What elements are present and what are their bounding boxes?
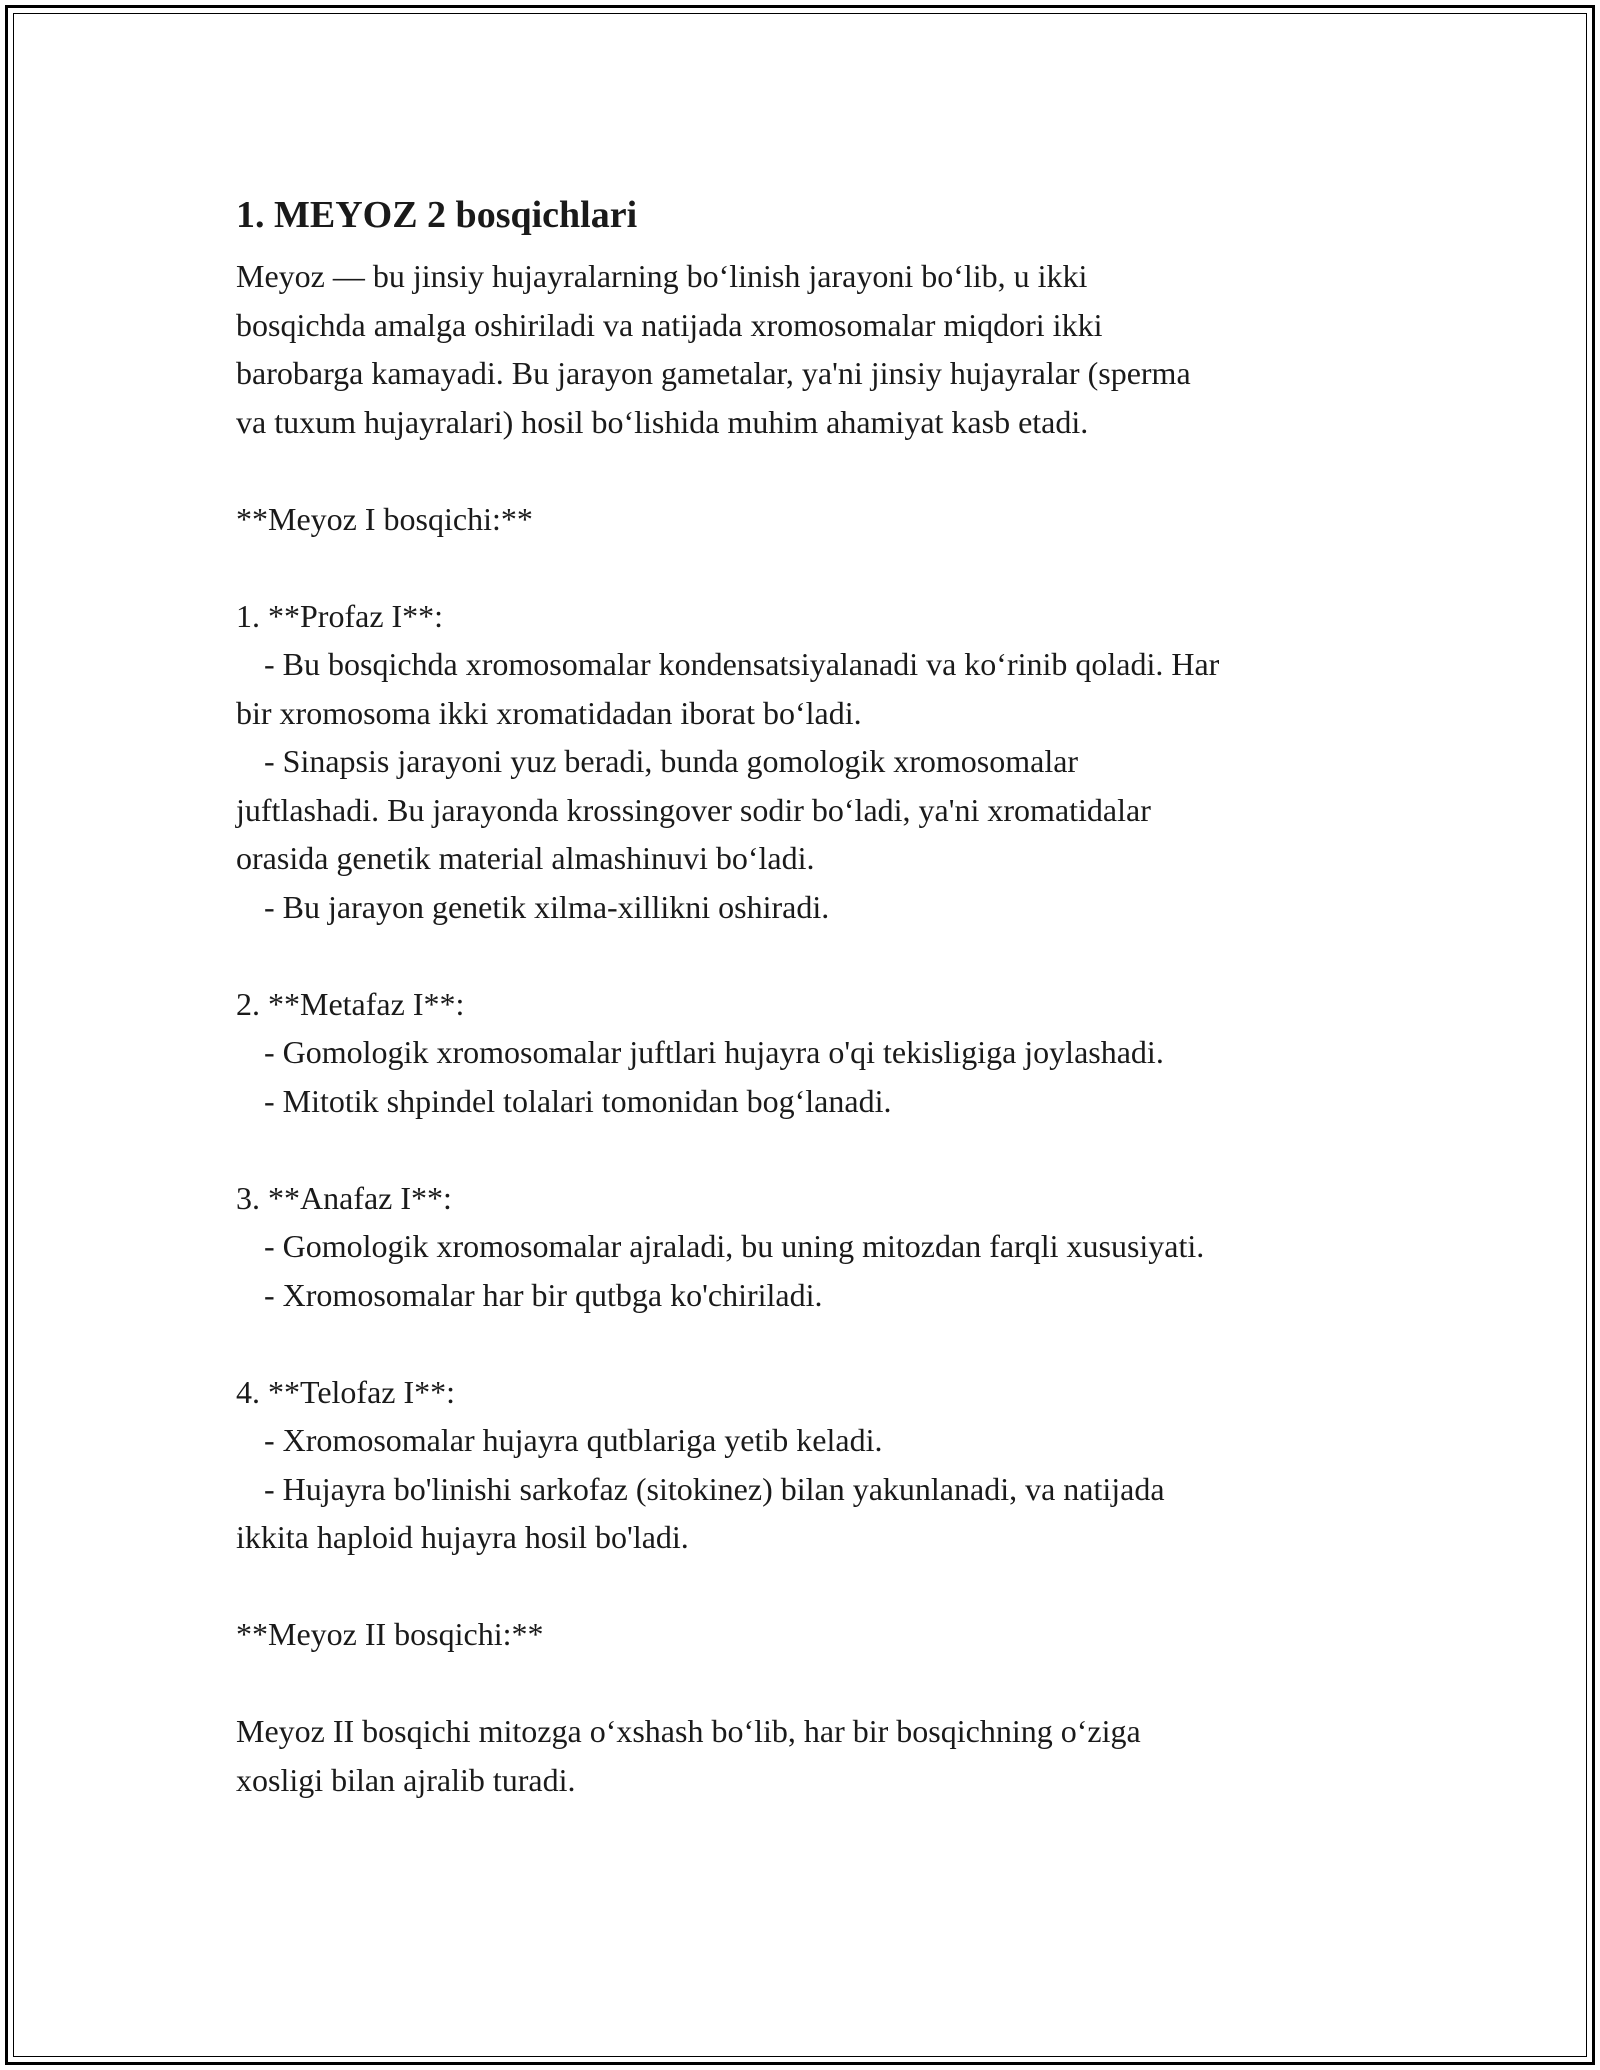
bullet-text: - Gomologik xromosomalar ajraladi, bu uning mitozdan farqli xususiyati. (264, 1228, 1205, 1264)
spacer (236, 446, 1376, 495)
meyoz-1-heading: **Meyoz I bosqichi:** (236, 500, 533, 537)
intro-paragraph: Meyoz — bu jinsiy hujayralarning bo‘linish jarayoni bo‘lib, u ikki bosqichda amalga oshiriladi va natijada xromosomalar miqdori ikki barobarga kamayadi. Bu jarayon gametalar, ya'ni jinsiy hujayralar (sperma va tuxum hujayralari) hosil bo‘lishida muhim ahamiyat kasb etadi. (236, 258, 1191, 440)
bullet-text: - Xromosomalar har bir qutbga ko'chiriladi. (264, 1276, 823, 1313)
phase-block-profaz (236, 592, 1376, 932)
phase-block-telofaz (236, 1368, 1376, 1562)
phase-bullet (236, 1416, 1376, 1465)
phase-heading: 4. **Telofaz I**: (236, 1373, 456, 1410)
meyoz-2-paragraph: Meyoz II bosqichi mitozga o‘xshash bo‘lib, har bir bosqichning o‘ziga xosligi bilan ajralib turadi. (236, 1713, 1141, 1798)
spacer (236, 1125, 1376, 1174)
document-title: 1. MEYOZ 2 bosqichlari (236, 194, 638, 236)
phase-bullet (236, 1077, 1376, 1126)
phase-bullet (236, 883, 1376, 932)
document-page (236, 184, 1376, 1804)
phase-block-metafaz (236, 980, 1376, 1126)
phase-bullet (236, 1222, 1376, 1271)
spacer (236, 1659, 1376, 1708)
bullet-text: - Bu jarayon genetik xilma-xillikni oshiradi. (264, 888, 830, 925)
bullet-text: - Hujayra bo'linishi sarkofaz (sitokinez) bilan yakunlanadi, va natijada ikkita haploid hujayra hosil bo'ladi. (236, 1470, 1165, 1555)
bullet-text: - Mitotik shpindel tolalari tomonidan bog‘lanadi. (264, 1082, 892, 1119)
phase-heading: 1. **Profaz I**: (236, 597, 444, 634)
bullet-text: - Sinapsis jarayoni yuz beradi, bunda gomologik xromosomalar juftlashadi. Bu jarayonda krossingover sodir bo‘ladi, ya'ni xromatidalar orasida genetik material almashinuvi bo‘ladi. (236, 743, 1151, 876)
phase-bullet (236, 1465, 1376, 1562)
spacer (236, 1562, 1376, 1611)
phase-block-anafaz (236, 1174, 1376, 1320)
spacer (236, 543, 1376, 592)
phase-bullet (236, 640, 1376, 737)
meyoz-2-heading: **Meyoz II bosqichi:** (236, 1616, 544, 1652)
phase-heading: 2. **Metafaz I**: (236, 985, 465, 1022)
phase-bullet (236, 737, 1376, 883)
spacer (236, 931, 1376, 980)
bullet-text: - Gomologik xromosomalar juftlari hujayra o'qi tekisligiga joylashadi. (264, 1034, 1164, 1070)
bullet-text: - Bu bosqichda xromosomalar kondensatsiyalanadi va ko‘rinib qoladi. Har bir xromosoma ikki xromatidadan iborat bo‘ladi. (236, 646, 1220, 731)
phase-bullet (236, 1271, 1376, 1320)
spacer (236, 1319, 1376, 1368)
phase-bullet (236, 1028, 1376, 1077)
phase-heading: 3. **Anafaz I**: (236, 1179, 452, 1216)
bullet-text: - Xromosomalar hujayra qutblariga yetib keladi. (264, 1422, 883, 1458)
